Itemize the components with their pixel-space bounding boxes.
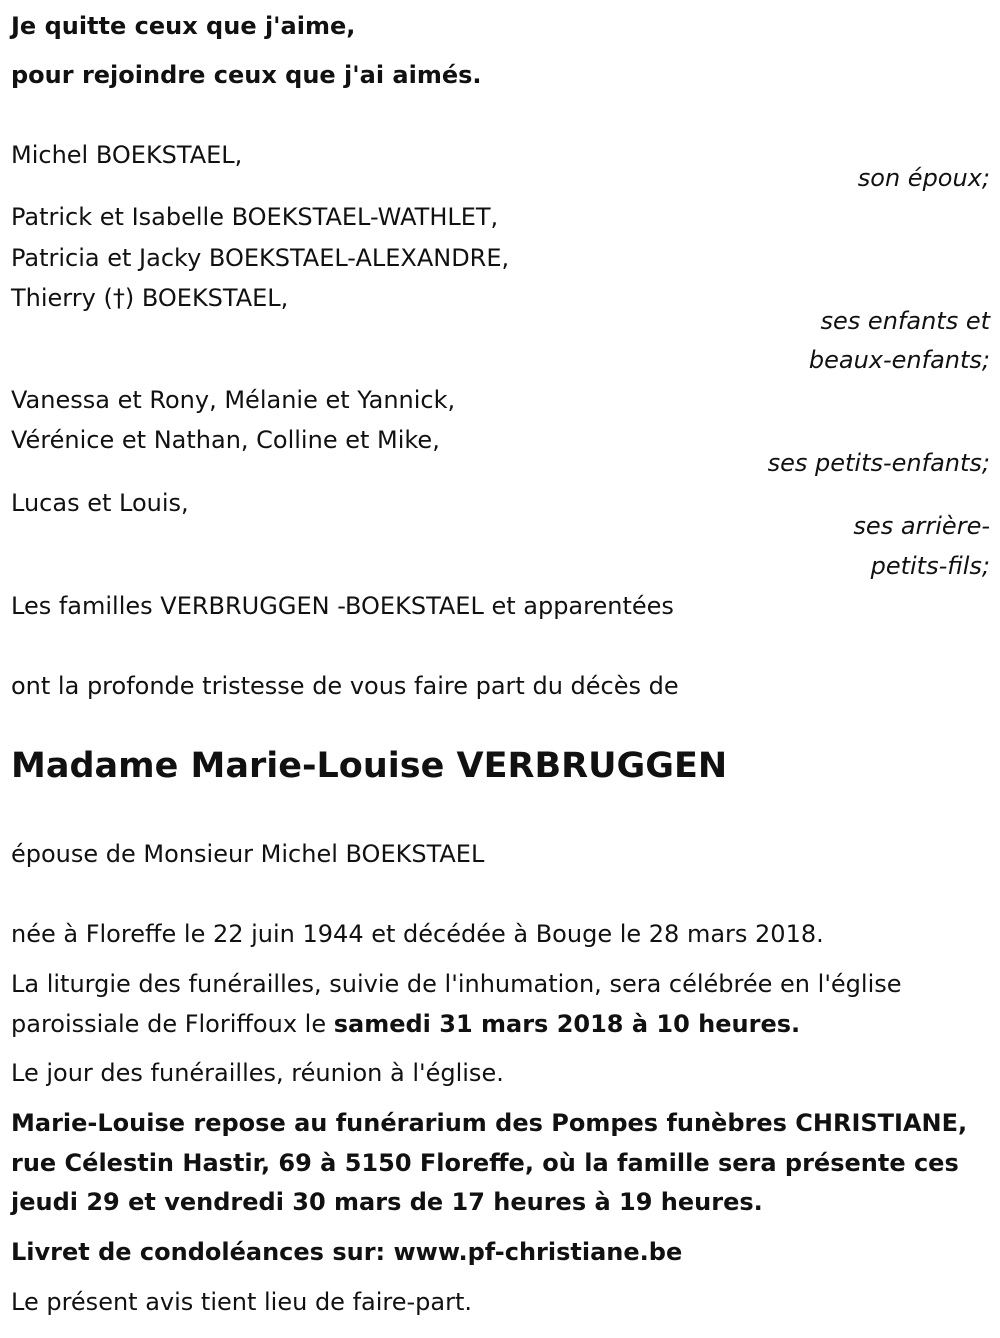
quote-line-1: Je quitte ceux que j'aime, xyxy=(11,12,356,40)
great-grandchildren-role-line-1: ses arrière- xyxy=(853,512,990,540)
repose-line-1: Marie-Louise repose au funérarium des Pompes funèbres CHRISTIANE, xyxy=(11,1109,968,1137)
repose-line-2: rue Célestin Hastir, 69 à 5150 Floreffe, où la famille sera présente ces xyxy=(11,1149,959,1177)
great-grandchildren-role-line-2: petits-fils; xyxy=(870,552,990,580)
child-3 xyxy=(11,282,288,314)
deceased-name: Madame Marie-Louise VERBRUGGEN xyxy=(11,746,728,786)
meeting-line: Le jour des funérailles, réunion à l'église. xyxy=(11,1059,504,1087)
liturgy-line-1: La liturgie des funérailles, suivie de l'inhumation, sera célébrée en l'église xyxy=(11,970,902,998)
deceased-cross-icon: (†) xyxy=(103,284,135,312)
child-3-name: Thierry xyxy=(11,284,96,312)
families-line: Les familles VERBRUGGEN -BOEKSTAEL et apparentées xyxy=(11,592,674,620)
child-3-surname: BOEKSTAEL, xyxy=(141,284,289,312)
spouse-role: son époux; xyxy=(857,164,990,192)
liturgy-date: samedi 31 mars 2018 à 10 heures. xyxy=(333,1010,801,1038)
liturgy-line-2 xyxy=(11,1008,800,1040)
child-1: Patrick et Isabelle BOEKSTAEL-WATHLET, xyxy=(11,203,499,231)
announcement-line: ont la profonde tristesse de vous faire part du décès de xyxy=(11,672,679,700)
children-role-line-2: beaux-enfants; xyxy=(808,346,990,374)
grandchildren-line-2: Vérénice et Nathan, Colline et Mike, xyxy=(11,426,440,454)
quote-line-2: pour rejoindre ceux que j'ai aimés. xyxy=(11,61,482,89)
repose-line-3: jeudi 29 et vendredi 30 mars de 17 heures à 19 heures. xyxy=(11,1188,763,1216)
grandchildren-line-1: Vanessa et Rony, Mélanie et Yannick, xyxy=(11,386,456,414)
children-role-line-1: ses enfants et xyxy=(820,307,990,335)
child-2: Patricia et Jacky BOEKSTAEL-ALEXANDRE, xyxy=(11,244,510,272)
great-grandchildren: Lucas et Louis, xyxy=(11,489,189,517)
birth-death-line: née à Floreffe le 22 juin 1944 et décédée à Bouge le 28 mars 2018. xyxy=(11,920,824,948)
grandchildren-role: ses petits-enfants; xyxy=(767,449,990,477)
spouse-of-line: épouse de Monsieur Michel BOEKSTAEL xyxy=(11,840,485,868)
condolences-link[interactable]: Livret de condoléances sur: www.pf-christiane.be xyxy=(11,1238,683,1266)
spouse-name: Michel BOEKSTAEL, xyxy=(11,141,243,169)
notice-line: Le présent avis tient lieu de faire-part. xyxy=(11,1288,473,1316)
liturgy-place: paroissiale de Floriffoux le xyxy=(11,1010,334,1038)
